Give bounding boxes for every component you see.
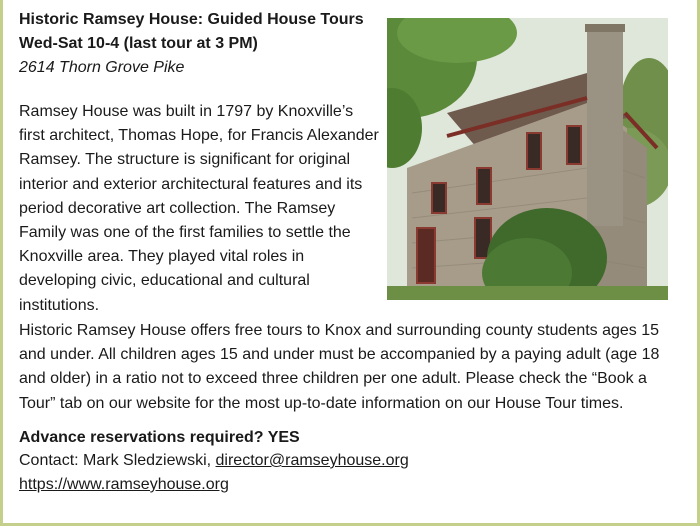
tours-info: Historic Ramsey House offers free tours to Knox and surrounding county students ages 15 and under. All children ages 15 and under must be accompanied by a paying adult (age 18 and older) in a ratio not to exceed three children per one adult. Please check the “Book a Tour” tab on our website for the most up-to-date information on our House Tour times. bbox=[19, 322, 660, 412]
contact-line bbox=[19, 450, 409, 472]
contact-email-link[interactable]: director@ramseyhouse.org bbox=[215, 452, 409, 469]
ramsey-house-photo bbox=[387, 18, 668, 300]
website-link[interactable]: https://www.ramseyhouse.org bbox=[19, 476, 229, 493]
reservations-required: Advance reservations required? YES bbox=[19, 429, 300, 446]
contact-label: Contact: Mark Sledziewski, bbox=[19, 452, 216, 469]
address: 2614 Thorn Grove Pike bbox=[19, 59, 185, 76]
website-line bbox=[19, 474, 229, 496]
tour-hours: Wed-Sat 10-4 (last tour at 3 PM) bbox=[19, 35, 258, 52]
house-description: Ramsey House was built in 1797 by Knoxville’s first architect, Thomas Hope, for Francis Alexander Ramsey. The structure is significant for original interior and exterior architectural features and its period decorative art collection. The Ramsey Family was one of the first families to settle the Knoxville area. They played vital roles in developing civic, educational and cultural institutions. bbox=[19, 103, 379, 314]
page-title: Historic Ramsey House: Guided House Tours bbox=[19, 11, 364, 28]
frame-border-left bbox=[0, 0, 3, 526]
